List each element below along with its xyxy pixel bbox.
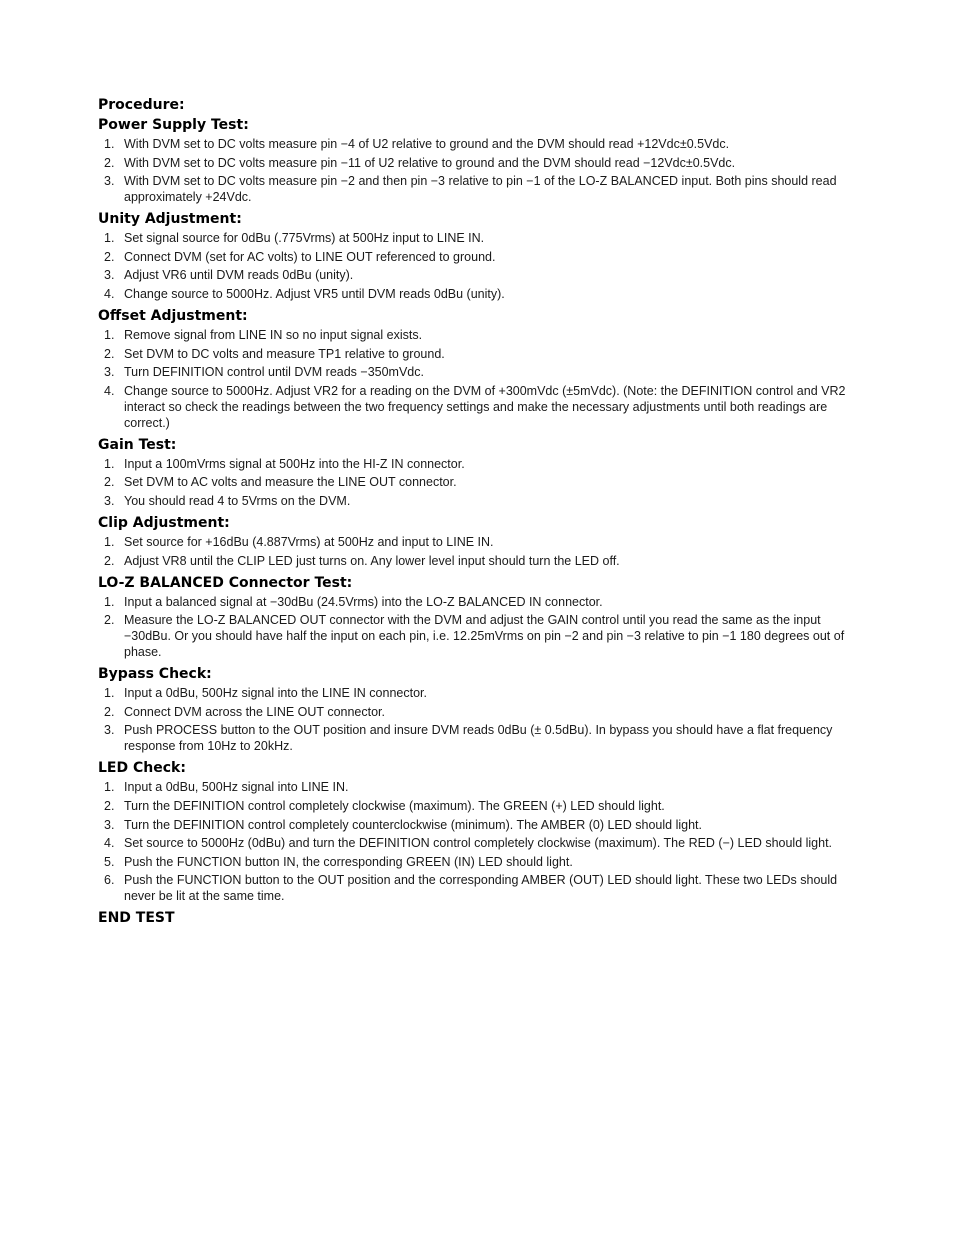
step-text: Change source to 5000Hz. Adjust VR2 for a reading on the DVM of +300mVdc (±5mVdc). (Note: the DEFINITION control and VR2 interact so check the readings between the two frequency settings and make the necessary adjustments until both readings are correct.) — [124, 383, 846, 430]
step-item — [98, 383, 868, 431]
step-item — [98, 155, 868, 171]
section-heading: Unity Adjustment: — [98, 211, 242, 228]
procedure-title: Procedure: — [98, 97, 185, 113]
procedure-section — [98, 307, 868, 431]
section-heading: Bypass Check: — [98, 666, 212, 683]
step-item — [98, 136, 868, 152]
step-text: Push the FUNCTION button IN, the corresponding GREEN (IN) LED should light. — [124, 854, 573, 869]
step-number: 6. — [104, 873, 115, 888]
step-number: 4. — [104, 836, 115, 851]
step-text: Input a 0dBu, 500Hz signal into the LINE IN connector. — [124, 686, 427, 701]
step-text: Input a balanced signal at −30dBu (24.5Vrms) into the LO-Z BALANCED IN connector. — [124, 594, 603, 609]
step-item — [98, 798, 868, 814]
step-number: 5. — [104, 854, 115, 869]
step-number: 2. — [104, 704, 115, 719]
step-item — [98, 612, 868, 660]
step-item — [98, 267, 868, 283]
end-test-label: END TEST — [98, 910, 175, 927]
step-number: 3. — [104, 723, 115, 738]
step-item — [98, 594, 868, 610]
procedure-section — [98, 574, 868, 661]
step-number: 2. — [104, 553, 115, 568]
step-text: Push the FUNCTION button to the OUT position and the corresponding AMBER (OUT) LED should light. These two LEDs should never be lit at the same time. — [124, 873, 838, 904]
step-text: Turn the DEFINITION control completely counterclockwise (minimum). The AMBER (0) LED should light. — [124, 817, 702, 832]
section-heading: Gain Test: — [98, 436, 177, 453]
step-item — [98, 493, 868, 509]
procedure-section — [98, 759, 868, 904]
step-text: Measure the LO-Z BALANCED OUT connector with the DVM and adjust the GAIN control until you read the same as the input −30dBu. Or you should have half the input on each pin, i.e. 12.25mVrms on pin −2 and pin −3 relative to pin −1 180 degrees out of phase. — [124, 613, 845, 660]
step-item — [98, 534, 868, 550]
procedure-section — [98, 116, 868, 205]
step-item — [98, 854, 868, 870]
step-list — [98, 685, 868, 754]
step-item — [98, 817, 868, 833]
step-number: 3. — [104, 174, 115, 189]
step-number: 4. — [104, 383, 115, 398]
step-text: Turn DEFINITION control until DVM reads −350mVdc. — [124, 365, 424, 380]
step-text: With DVM set to DC volts measure pin −2 and then pin −3 relative to pin −1 of the LO-Z BALANCED input. Both pins should read approximately +24Vdc. — [124, 174, 837, 205]
step-number: 3. — [104, 365, 115, 380]
step-text: With DVM set to DC volts measure pin −4 of U2 relative to ground and the DVM should read +12Vdc±0.5Vdc. — [124, 137, 730, 151]
step-list — [98, 779, 868, 904]
step-text: With DVM set to DC volts measure pin −11 of U2 relative to ground and the DVM should read −12Vdc±0.5Vdc. — [124, 155, 736, 170]
step-number: 1. — [104, 327, 115, 342]
step-item — [98, 872, 868, 904]
step-text: Input a 100mVrms signal at 500Hz into the HI-Z IN connector. — [124, 456, 465, 471]
step-item — [98, 346, 868, 362]
step-number: 2. — [104, 613, 115, 628]
step-item — [98, 364, 868, 380]
step-number: 1. — [104, 686, 115, 701]
step-list — [98, 136, 868, 205]
section-heading: LED Check: — [98, 760, 186, 777]
step-text: Set source for +16dBu (4.887Vrms) at 500Hz and input to LINE IN. — [124, 534, 494, 549]
step-number: 1. — [104, 456, 115, 471]
procedure-section — [98, 665, 868, 754]
step-number: 1. — [104, 137, 115, 151]
step-text: Set source to 5000Hz (0dBu) and turn the DEFINITION control completely clockwise (maximum). The RED (−) LED should light. — [124, 836, 833, 851]
procedure-document — [98, 96, 868, 927]
procedure-section — [98, 514, 868, 569]
section-heading: Offset Adjustment: — [98, 307, 248, 324]
procedure-section — [98, 210, 868, 302]
step-text: Set DVM to DC volts and measure TP1 relative to ground. — [124, 346, 445, 361]
step-item — [98, 249, 868, 265]
step-item — [98, 835, 868, 851]
step-item — [98, 230, 868, 246]
step-number: 1. — [104, 534, 115, 549]
step-number: 1. — [104, 594, 115, 609]
step-item — [98, 173, 868, 205]
step-item — [98, 456, 868, 472]
step-item — [98, 327, 868, 343]
step-item — [98, 286, 868, 302]
step-number: 2. — [104, 155, 115, 170]
step-text: Set signal source for 0dBu (.775Vrms) at 500Hz input to LINE IN. — [124, 231, 485, 246]
step-number: 2. — [104, 798, 115, 813]
section-heading: Power Supply Test: — [98, 117, 249, 133]
step-text: Remove signal from LINE IN so no input signal exists. — [124, 327, 423, 342]
step-number: 4. — [104, 286, 115, 301]
step-text: Adjust VR8 until the CLIP LED just turns on. Any lower level input should turn the LED off. — [124, 553, 620, 568]
step-item — [98, 704, 868, 720]
step-number: 2. — [104, 249, 115, 264]
step-text: Adjust VR6 until DVM reads 0dBu (unity). — [124, 268, 354, 283]
step-list — [98, 456, 868, 509]
step-number: 1. — [104, 780, 115, 795]
step-list — [98, 594, 868, 661]
step-item — [98, 474, 868, 490]
section-heading: Clip Adjustment: — [98, 514, 230, 531]
step-number: 2. — [104, 475, 115, 490]
procedure-section — [98, 436, 868, 509]
step-number: 3. — [104, 268, 115, 283]
step-number: 1. — [104, 231, 115, 246]
step-number: 2. — [104, 346, 115, 361]
step-number: 3. — [104, 493, 115, 508]
step-number: 3. — [104, 817, 115, 832]
step-text: Turn the DEFINITION control completely clockwise (maximum). The GREEN (+) LED should light. — [124, 798, 665, 813]
step-text: Input a 0dBu, 500Hz signal into LINE IN. — [124, 780, 349, 795]
step-list — [98, 534, 868, 569]
step-text: You should read 4 to 5Vrms on the DVM. — [124, 493, 351, 508]
step-text: Change source to 5000Hz. Adjust VR5 until DVM reads 0dBu (unity). — [124, 286, 505, 301]
section-heading: LO-Z BALANCED Connector Test: — [98, 574, 353, 591]
step-item — [98, 722, 868, 754]
procedure-sections — [98, 116, 868, 904]
step-item — [98, 779, 868, 795]
step-list — [98, 230, 868, 302]
step-item — [98, 553, 868, 569]
step-text: Set DVM to AC volts and measure the LINE OUT connector. — [124, 475, 457, 490]
step-text: Push PROCESS button to the OUT position and insure DVM reads 0dBu (± 0.5dBu). In bypass you should have a flat frequency response from 10Hz to 20kHz. — [124, 723, 833, 754]
step-text: Connect DVM across the LINE OUT connector. — [124, 704, 385, 719]
step-text: Connect DVM (set for AC volts) to LINE OUT referenced to ground. — [124, 249, 496, 264]
step-item — [98, 685, 868, 701]
step-list — [98, 327, 868, 431]
